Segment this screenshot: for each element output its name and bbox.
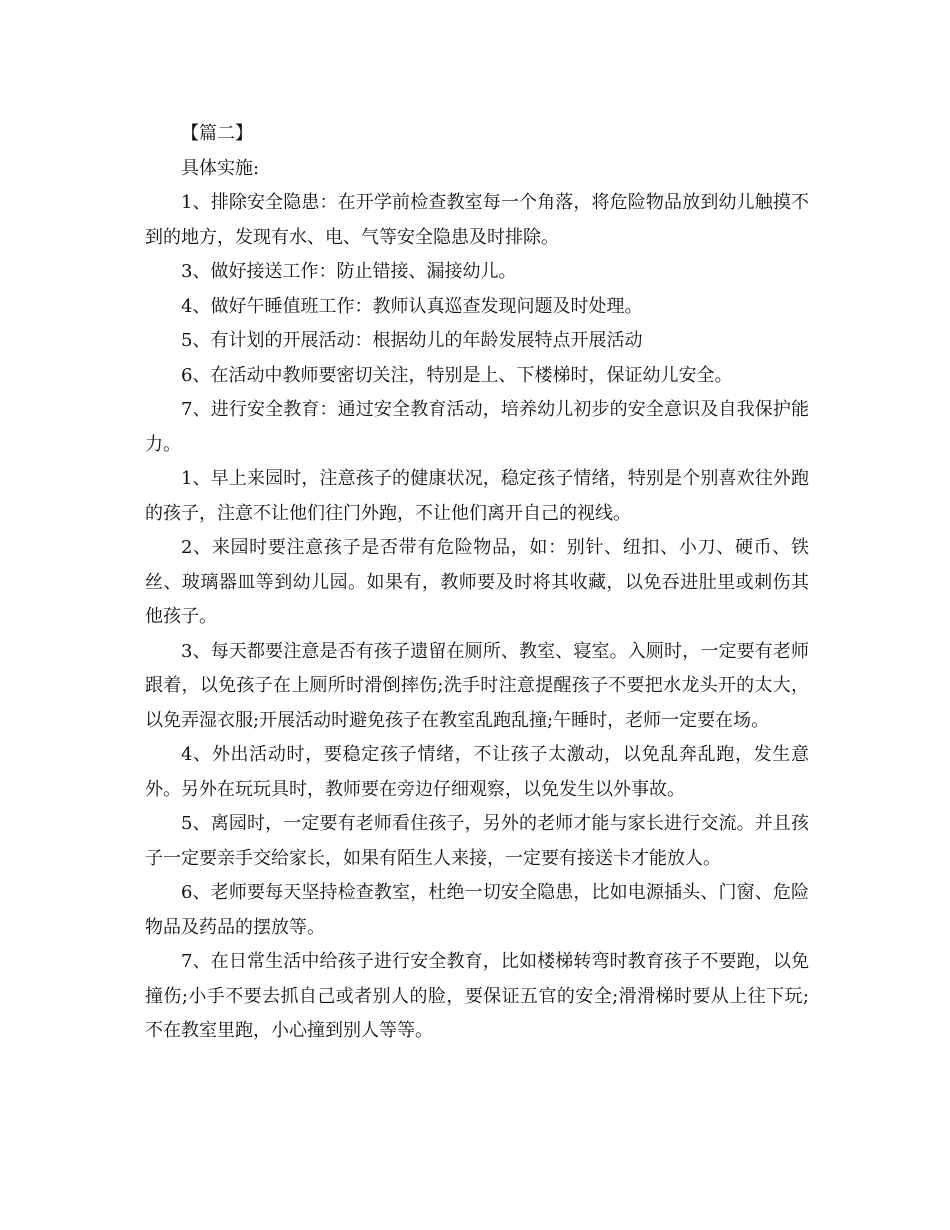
paragraph: 1、排除安全隐患：在开学前检查教室每一个角落，将危险物品放到幼儿触摸不到的地方，发现有水、电、气等安全隐患及时排除。 [145,192,809,248]
paragraph: 3、做好接送工作：防止错接、漏接幼儿。 [181,261,517,282]
paragraph: 7、在日常生活中给孩子进行安全教育，比如楼梯转弯时教育孩子不要跑，以免撞伤;小手不要去抓自己或者别人的脸，要保证五官的安全;滑滑梯时要从上往下玩;不在教室里跑，小心撞到别人等等。 [145,951,809,1041]
paragraph: 2、来园时要注意孩子是否带有危险物品，如：别针、纽扣、小刀、硬币、铁丝、玻璃器皿等到幼儿园。如果有，教师要及时将其收藏，以免吞进肚里或刺伤其他孩子。 [145,537,809,627]
subheading: 具体实施: [181,157,260,179]
paragraph: 5、离园时，一定要有老师看住孩子，另外的老师才能与家长进行交流。并且孩子一定要亲手交给家长，如果有陌生人来接，一定要有接送卡才能放人。 [145,813,809,869]
paragraph: 3、每天都要注意是否有孩子遗留在厕所、教室、寝室。入厕时，一定要有老师跟着，以免孩子在上厕所时滑倒摔伤;洗手时注意提醒孩子不要把水龙头开的太大，以免弄湿衣服;开展活动时避免孩子在教室乱跑乱撞;午睡时，老师一定要在场。 [145,640,809,731]
paragraph: 4、外出活动时，要稳定孩子情绪，不让孩子太激动，以免乱奔乱跑，发生意外。另外在玩玩具时，教师要在旁边仔细观察，以免发生以外事故。 [145,744,809,800]
paragraph: 6、老师要每天坚持检查教室，杜绝一切安全隐患，比如电源插头、门窗、危险物品及药品的摆放等。 [145,882,809,938]
document-body [145,117,809,1049]
paragraph: 6、在活动中教师要密切关注，特别是上、下楼梯时，保证幼儿安全。 [181,364,733,386]
paragraph: 5、有计划的开展活动：根据幼儿的年龄发展特点开展活动 [181,330,643,351]
paragraph: 7、进行安全教育：通过安全教育活动，培养幼儿初步的安全意识及自我保护能力。 [145,399,809,455]
paragraph: 4、做好午睡值班工作：教师认真巡查发现问题及时处理。 [181,295,643,317]
section-heading: 【篇二】 [181,123,253,144]
paragraph: 1、早上来园时，注意孩子的健康状况，稳定孩子情绪，特别是个别喜欢往外跑的孩子，注意不让他们往门外跑，不让他们离开自己的视线。 [145,468,809,524]
